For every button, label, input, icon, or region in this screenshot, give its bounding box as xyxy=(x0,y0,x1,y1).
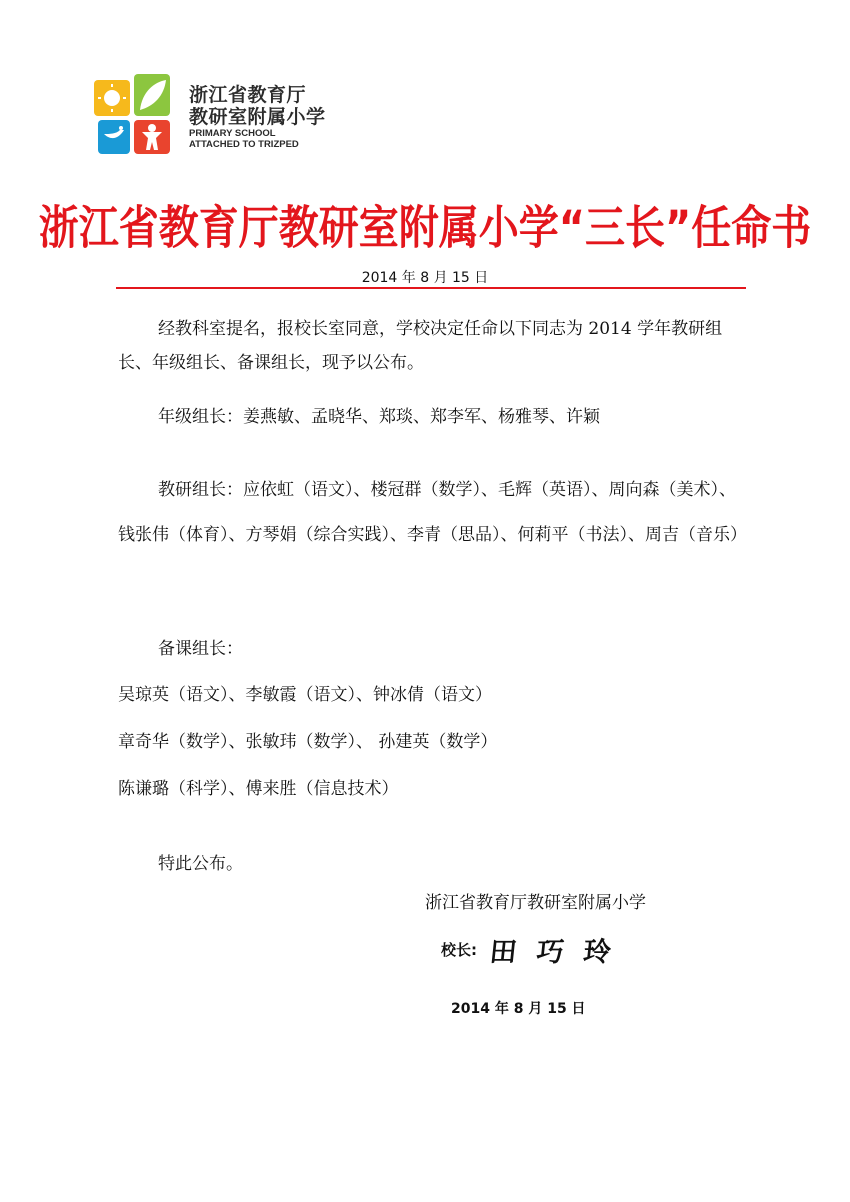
logo-cn-line2: 教研室附属小学 xyxy=(189,106,326,128)
principal-label: 校长: xyxy=(441,941,477,959)
logo-cn-line1: 浙江省教育厅 xyxy=(189,84,307,106)
document-title: 浙江省教育厅教研室附属小学“三长”任命书 xyxy=(38,202,812,255)
signature-date: 2014 年 8 月 15 日 xyxy=(451,1001,586,1017)
red-divider xyxy=(116,287,746,289)
intro-paragraph: 经教科室提名，报校长室同意，学校决定任命以下同志为 2014 学年教研组长、年级组长、备课组长，现予以公布。 xyxy=(118,319,723,373)
logo-en-line2: ATTACHED TO TRIZPED xyxy=(189,139,299,150)
logo-en-line1: PRIMARY SCHOOL xyxy=(189,128,276,139)
principal-name: 田巧玲 xyxy=(488,937,633,968)
prep-leaders-line: 陈谦璐（科学）、傅来胜（信息技术） xyxy=(118,779,399,799)
research-leaders: 教研组长：应依虹（语文）、楼冠群（数学）、毛辉（英语）、周向森（美术）、钱张伟（体育）、方琴娟（综合实践）、李青（思品）、何莉平（书法）、周吉（音乐） xyxy=(118,480,747,545)
prep-leaders-title: 备课组长： xyxy=(158,639,243,659)
logo-text xyxy=(189,84,326,150)
closing-statement: 特此公布。 xyxy=(158,854,243,874)
prep-leaders-line: 吴琼英（语文）、李敏霞（语文）、钟冰倩（语文） xyxy=(118,685,492,705)
header-date: 2014 年 8 月 15 日 xyxy=(361,270,489,286)
logo-mark xyxy=(92,74,172,156)
prep-leaders-line: 章奇华（数学）、张敏玮（数学）、 孙建英（数学） xyxy=(118,732,498,752)
issuing-organization: 浙江省教育厅教研室附属小学 xyxy=(425,893,646,913)
grade-leaders: 年级组长：姜燕敏、孟晓华、郑琰、郑李军、杨雅琴、许颖 xyxy=(158,407,600,427)
school-logo xyxy=(92,74,332,156)
principal-signature-line xyxy=(441,930,631,969)
